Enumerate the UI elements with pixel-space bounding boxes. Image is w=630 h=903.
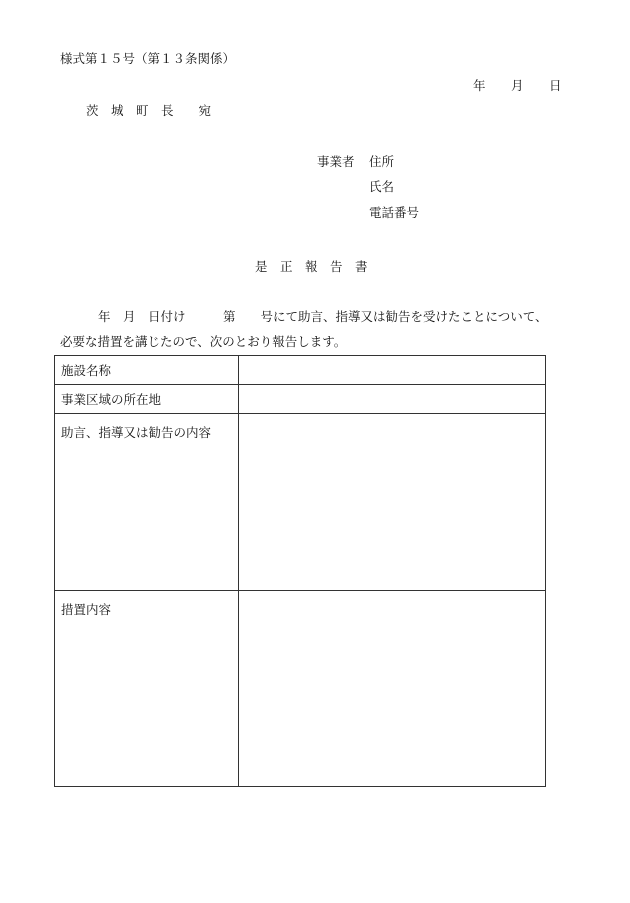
row-label: 事業区域の所在地 bbox=[55, 385, 239, 414]
applicant-label: 事業者 bbox=[317, 154, 355, 169]
body-line-2: 必要な措置を講じたので、次のとおり報告します。 bbox=[60, 334, 347, 349]
date-year: 年 bbox=[473, 78, 486, 93]
row-value bbox=[239, 385, 546, 414]
report-table bbox=[54, 355, 546, 787]
row-label: 措置内容 bbox=[55, 591, 239, 787]
document-title: 是 正 報 告 書 bbox=[255, 259, 368, 274]
applicant-name-label: 氏名 bbox=[369, 179, 395, 194]
form-number: 様式第１５号（第１３条関係） bbox=[60, 51, 236, 66]
row-value bbox=[239, 356, 546, 385]
table-row bbox=[55, 356, 546, 385]
row-value bbox=[239, 591, 546, 787]
row-label: 施設名称 bbox=[55, 356, 239, 385]
date-day: 日 bbox=[549, 78, 562, 93]
applicant-address-label: 住所 bbox=[369, 154, 395, 169]
row-value bbox=[239, 414, 546, 591]
table-row bbox=[55, 414, 546, 591]
body-line-1: 年 月 日付け 第 号にて助言、指導又は勧告を受けたことについて、 bbox=[98, 309, 548, 324]
addressee: 茨 城 町 長 宛 bbox=[86, 103, 212, 118]
applicant-phone-label: 電話番号 bbox=[369, 205, 420, 220]
table-row bbox=[55, 591, 546, 787]
row-label: 助言、指導又は勧告の内容 bbox=[55, 414, 239, 591]
date-month: 月 bbox=[511, 78, 524, 93]
table-row bbox=[55, 385, 546, 414]
